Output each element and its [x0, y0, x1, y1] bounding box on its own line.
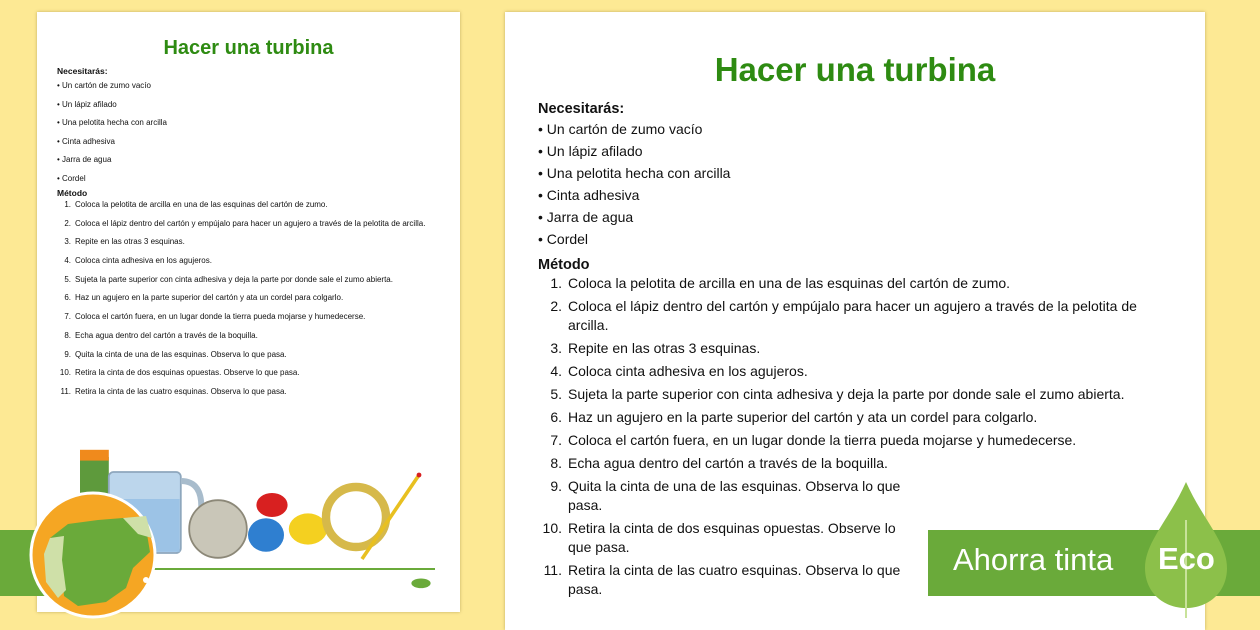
method-step	[538, 362, 1205, 381]
material-item: • Un cartón de zumo vacío	[538, 121, 703, 137]
step-number: 2.	[64, 218, 71, 228]
step-text: Repite en las otras 3 esquinas.	[568, 340, 761, 356]
spain-map-icon	[28, 490, 158, 620]
step-text: Coloca el cartón fuera, en un lugar donde la tierra pueda mojarse y humedecerse.	[568, 432, 1077, 448]
material-item: • Un cartón de zumo vacío	[57, 81, 151, 90]
method-step	[57, 386, 460, 398]
material-item: • Cordel	[538, 231, 589, 247]
step-text: Retira la cinta de dos esquinas opuestas. Observe lo que pasa.	[568, 520, 896, 555]
step-text: Coloca el lápiz dentro del cartón y empújalo para hacer un agujero a través de la pelotita de arcilla.	[75, 218, 426, 228]
worksheet-title: Hacer una turbina	[714, 51, 996, 88]
materials-heading: Necesitarás:	[57, 66, 108, 76]
method-step	[538, 408, 1205, 427]
step-number: 10.	[59, 368, 71, 378]
step-text: Sujeta la parte superior con cinta adhesiva y deja la parte por donde sale el zumo abierta.	[75, 274, 393, 284]
step-number: 7.	[64, 312, 71, 322]
step-text: Retira la cinta de las cuatro esquinas. Observa lo que pasa.	[568, 562, 901, 597]
material-item: • Un lápiz afilado	[538, 143, 643, 159]
method-step	[538, 339, 1205, 358]
method-step	[538, 454, 1205, 473]
method-step	[57, 255, 460, 267]
step-number: 11.	[60, 386, 71, 396]
step-number: 3.	[550, 340, 562, 356]
eco-word: Eco	[1158, 541, 1215, 576]
method-step	[57, 236, 460, 248]
step-text: Coloca cinta adhesiva en los agujeros.	[568, 363, 808, 379]
material-item: • Jarra de agua	[57, 155, 112, 164]
step-text: Echa agua dentro del cartón a través de la boquilla.	[568, 455, 888, 471]
step-number: 1.	[64, 200, 71, 209]
step-number: 9.	[550, 478, 562, 494]
material-item: • Un lápiz afilado	[57, 99, 117, 109]
method-step	[538, 297, 1205, 335]
method-step	[538, 431, 1205, 450]
eco-banner-label: Ahorra tinta	[953, 542, 1114, 577]
step-text: Quita la cinta de una de las esquinas. Observa lo que pasa.	[75, 349, 287, 359]
step-text: Sujeta la parte superior con cinta adhesiva y deja la parte por donde sale el zumo abierta.	[568, 386, 1125, 402]
method-step	[57, 292, 460, 304]
step-number: 8.	[550, 455, 562, 471]
step-number: 3.	[64, 237, 71, 247]
method-step	[57, 311, 460, 323]
step-text: Coloca cinta adhesiva en los agujeros.	[75, 256, 212, 266]
method-step	[538, 274, 1205, 293]
step-number: 5.	[550, 386, 562, 402]
step-number: 9.	[64, 349, 71, 359]
worksheet-title: Hacer una turbina	[163, 37, 334, 59]
method-step	[538, 385, 1205, 404]
method-step	[57, 218, 460, 230]
step-number: 6.	[550, 409, 562, 425]
step-text: Coloca el lápiz dentro del cartón y empújalo para hacer un agujero a través de la pelotita de arcilla.	[568, 298, 1137, 333]
material-item: • Cordel	[57, 173, 86, 183]
method-step	[538, 477, 1205, 515]
step-text: Repite en las otras 3 esquinas.	[75, 237, 185, 247]
method-heading: Método	[57, 188, 88, 198]
step-text: Echa agua dentro del cartón a través de la boquilla.	[75, 330, 258, 340]
method-step	[57, 199, 460, 211]
method-step	[57, 330, 460, 342]
step-text: Coloca la pelotita de arcilla en una de las esquinas del cartón de zumo.	[568, 275, 1011, 291]
step-number: 11.	[543, 562, 562, 578]
step-number: 1.	[550, 275, 562, 291]
step-text: Retira la cinta de las cuatro esquinas. Observa lo que pasa.	[75, 386, 287, 396]
step-text: Coloca el cartón fuera, en un lugar donde la tierra pueda mojarse y humedecerse.	[75, 312, 366, 322]
step-text: Coloca la pelotita de arcilla en una de las esquinas del cartón de zumo.	[75, 200, 328, 209]
method-step	[57, 367, 460, 379]
twinkl-logo-icon	[409, 576, 433, 593]
material-item: • Jarra de agua	[538, 209, 634, 225]
step-text: Haz un agujero en la parte superior del cartón y ata un cordel para colgarlo.	[568, 409, 1038, 425]
worksheet-document	[57, 36, 460, 398]
material-item: • Una pelotita hecha con arcilla	[538, 165, 731, 181]
step-number: 4.	[550, 363, 562, 379]
step-text: Quita la cinta de una de las esquinas. Observa lo que pasa.	[568, 478, 901, 513]
materials-heading: Necesitarás:	[538, 101, 625, 117]
worksheet-document	[538, 50, 1205, 599]
step-number: 8.	[64, 330, 71, 340]
step-number: 7.	[550, 432, 562, 448]
step-number: 10.	[542, 520, 562, 536]
method-heading: Método	[538, 257, 590, 273]
material-item: • Una pelotita hecha con arcilla	[57, 118, 167, 127]
material-item: • Cinta adhesiva	[538, 187, 640, 203]
step-text: Retira la cinta de dos esquinas opuestas. Observe lo que pasa.	[75, 368, 300, 378]
step-number: 2.	[550, 298, 562, 314]
step-number: 4.	[64, 256, 71, 266]
method-step	[57, 274, 460, 286]
step-number: 5.	[64, 274, 71, 284]
step-number: 6.	[64, 293, 71, 303]
material-item: • Cinta adhesiva	[57, 136, 115, 146]
step-text: Haz un agujero en la parte superior del cartón y ata un cordel para colgarlo.	[75, 293, 344, 303]
method-step	[57, 349, 460, 361]
